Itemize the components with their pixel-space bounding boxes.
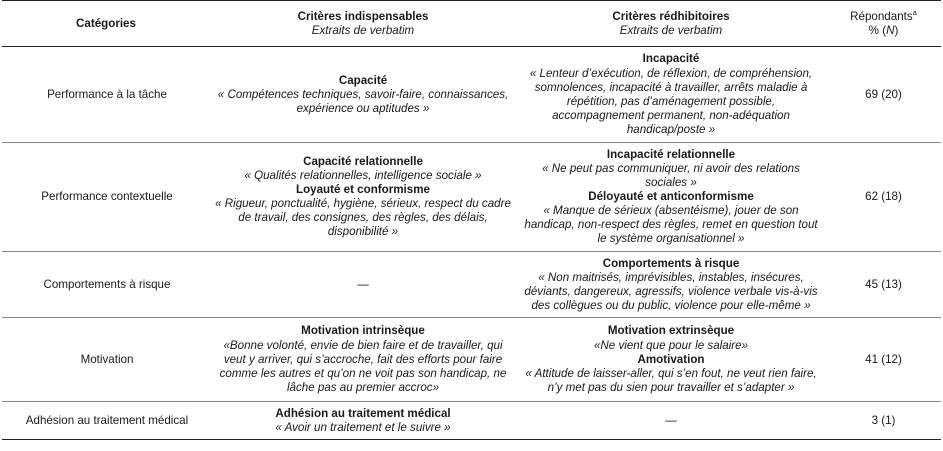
indispensable-cell: Adhésion au traitement médical « Avoir un traitement et le suivre » [210, 402, 516, 440]
category-cell: Adhésion au traitement médical [2, 402, 210, 440]
category-cell: Performance contextuelle [2, 143, 210, 252]
indispensable-cell: Capacité « Compétences techniques, savoir-faire, connaissances, expérience ou aptitudes » [210, 47, 516, 143]
table-row [2, 318, 941, 402]
redhibitoire-cell: Incapacité relationnelle « Ne peut pas communiquer, ni avoir des relations sociales » Déloyauté et anticonformisme « Manque de sérieux (absentéisme), jouer de son handicap, non-respect des règles, remet en question tout le système organisationnel » [516, 143, 826, 252]
header-repondants: Répondants$^a$ % (N) [826, 1, 941, 47]
table-row [2, 143, 941, 252]
header-indispensables: Critères indispensables Extraits de verbatim [210, 1, 516, 47]
criteria-table [2, 0, 941, 440]
indispensable-cell [210, 252, 516, 318]
indispensable-cell: Motivation intrinsèque «Bonne volonté, envie de bien faire et de travailler, qui veut y arriver, qui s’accroche, fait des efforts pour faire comme les autres et qu’on ne voit pas son handicap, ne lâche pas au premier accroc» [210, 318, 516, 402]
respondents-cell: 3 (1) [826, 402, 941, 440]
empty-dash: — [665, 413, 677, 427]
table-row [2, 47, 941, 143]
redhibitoire-cell [516, 402, 826, 440]
category-cell: Performance à la tâche [2, 47, 210, 143]
respondents-cell: 62 (18) [826, 143, 941, 252]
header-categories: Catégories [2, 1, 210, 47]
table-row [2, 252, 941, 318]
header-redhibitoires: Critères rédhibitoires Extraits de verbatim [516, 1, 826, 47]
redhibitoire-cell: Incapacité « Lenteur d’exécution, de réflexion, de compréhension, somnolences, incapacité à travailler, arrêts maladie à répétition, pas d’aménagement possible, accompagnement permanent, non-adéquation handicap/poste » [516, 47, 826, 143]
table-row [2, 402, 941, 440]
respondents-cell: 41 (12) [826, 318, 941, 402]
table-header-row [2, 1, 941, 47]
redhibitoire-cell: Comportements à risque « Non maitrisés, imprévisibles, instables, insécures, déviants, dangereux, agressifs, violence verbale vis-à-vis des collègues ou du public, violence pour elle-même » [516, 252, 826, 318]
respondents-cell: 69 (20) [826, 47, 941, 143]
category-cell: Comportements à risque [2, 252, 210, 318]
indispensable-cell: Capacité relationnelle « Qualités relationnelles, intelligence sociale » Loyauté et conformisme « Rigueur, ponctualité, hygiène, sérieux, respect du cadre de travail, des consignes, des règles, des délais, disponibilité » [210, 143, 516, 252]
category-cell: Motivation [2, 318, 210, 402]
redhibitoire-cell: Motivation extrinsèque «Ne vient que pour le salaire» Amotivation « Attitude de laisser-aller, qui s’en fout, ne veut rien faire, n’y met pas du sien pour travailler et s’adapter » [516, 318, 826, 402]
respondents-cell: 45 (13) [826, 252, 941, 318]
empty-dash: — [357, 277, 369, 291]
